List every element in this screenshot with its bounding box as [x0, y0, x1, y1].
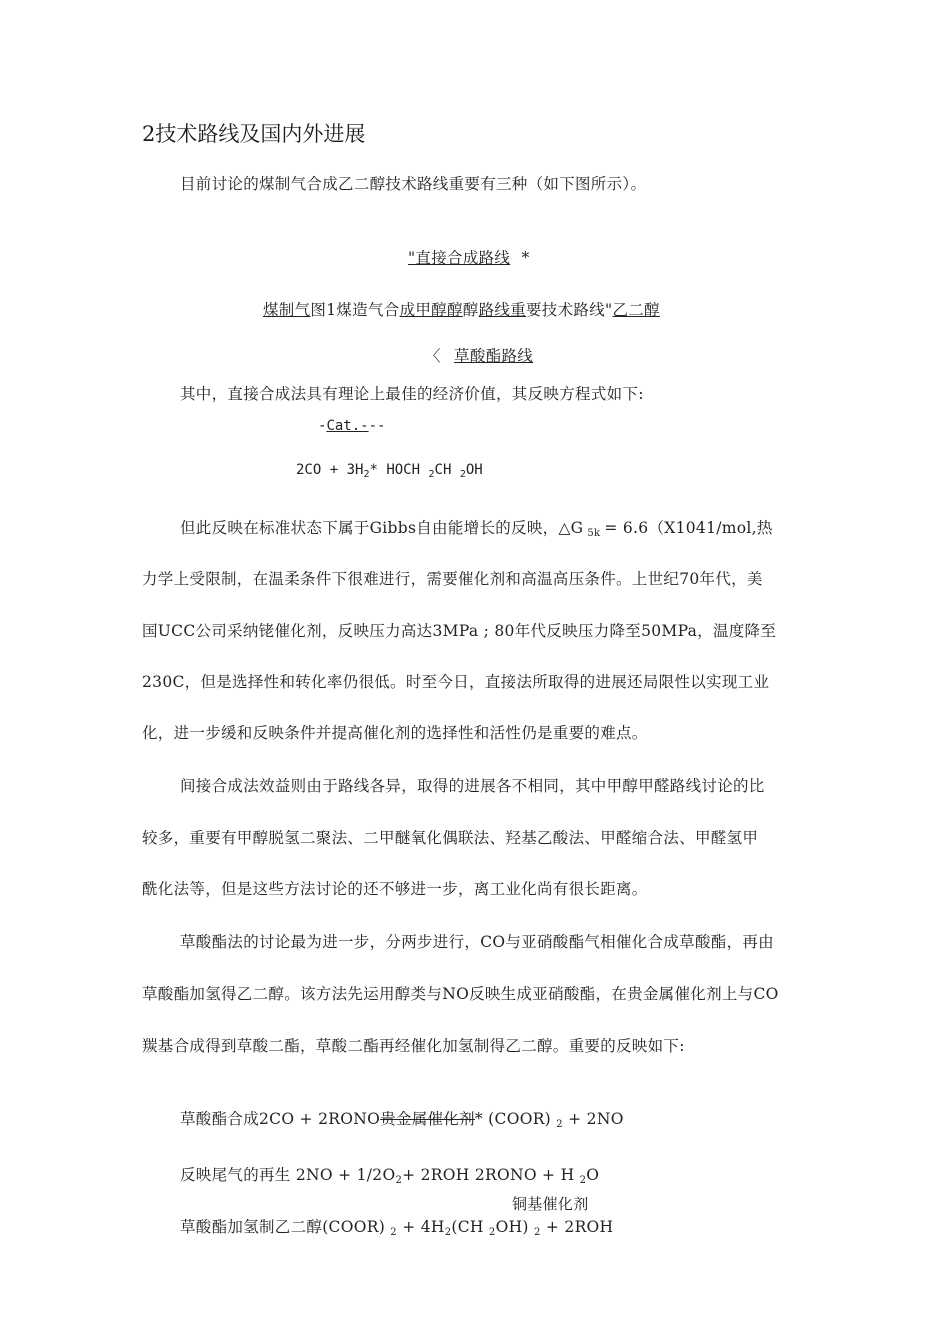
caption-alcohol: 醇 [462, 301, 479, 319]
r2-sub2: 2 [579, 1175, 587, 1186]
caption-ethylene-glycol: 乙二醇 [612, 301, 660, 319]
eq1-cat-suffix: -- [368, 418, 386, 434]
r3-e: + 2ROH [545, 1218, 614, 1236]
r3-a: 草酸酯加氢制乙二醇(COOR) [180, 1218, 386, 1236]
p1-l1-subscript: 5k [587, 528, 601, 539]
eq1-cat-prefix: - [318, 418, 327, 434]
eq1-left: 2CO + 3H [296, 462, 364, 478]
r1-sub: 2 [556, 1119, 563, 1130]
r3-b: + 4H [402, 1218, 445, 1236]
intro-paragraph: 目前讨论的煤制气合成乙二醇技术路线重要有三种（如下图所示）。 [180, 175, 647, 193]
p3-line1: 草酸酯法的讨论最为进一步，分两步进行，CO与亚硝酸酯气相催化合成草酸酯，再由 [180, 933, 774, 951]
eq1-sub3: 2 [459, 469, 466, 480]
caption-tech-route: 要技术路线" [526, 301, 613, 319]
eq1-mid: * HOCH [369, 462, 421, 478]
p1-line2: 力学上受限制，在温柔条件下很难进行，需要催化剂和高温高压条件。上世纪70年代，美 [142, 570, 763, 588]
caption-fig-label: 图1煤造气合 [310, 301, 400, 319]
figure-route-oxalate [425, 344, 547, 366]
eq1-cat-label: Cat.- [326, 418, 369, 434]
p1-l1c: 41/mol,热 [695, 519, 773, 537]
reaction-hydrogenation [180, 1215, 613, 1238]
route-oxalate-bracket: 〈 [425, 347, 441, 365]
caption-route: 路线重 [478, 301, 526, 319]
p1-l1a: 但此反映在标准状态下属于Gibbs自由能增长的反映，△G [180, 519, 584, 537]
direct-synthesis-paragraph: 其中，直接合成法具有理论上最佳的经济价值，其反映方程式如下: [180, 385, 644, 403]
eq1-mid2: CH [434, 462, 452, 478]
p3-line3: 羰基合成得到草酸二酯，草酸二酯再经催化加氢制得乙二醇。重要的反映如下: [142, 1037, 685, 1055]
r3-c: (CH [451, 1218, 484, 1236]
eq1-sub1: 2 [363, 469, 370, 480]
caption-coal-gas: 煤制气 [263, 301, 311, 319]
p2-line3: 酰化法等，但是这些方法讨论的还不够进一步，离工业化尚有很长距离。 [142, 880, 648, 898]
figure-caption [263, 298, 660, 320]
p3-line2: 草酸酯加氢得乙二醇。该方法先运用醇类与NO反映生成亚硝酸酯，在贵金属催化剂上与CO [142, 985, 779, 1003]
r3-sub2: 2 [444, 1227, 452, 1238]
r1-catalyst: 贵金属催化剂 [380, 1110, 475, 1128]
r1-b: * (COOR) [474, 1110, 552, 1128]
r3-d: OH) [495, 1218, 529, 1236]
reaction-tailgas-regeneration [180, 1163, 599, 1186]
p1-line3: 国UCC公司采纳铑催化剂，反映压力高达3MPa ; 80年代反映压力降至50MPa，温度降至 [142, 622, 777, 640]
eq1-equation [296, 462, 483, 480]
r3-sub3: 2 [488, 1227, 496, 1238]
r1-c: + 2NO [568, 1110, 624, 1128]
r1-a: 草酸酯合成2CO + 2RONO [180, 1110, 381, 1128]
r2-a: 反映尾气的再生 2NO + 1/2O [180, 1166, 396, 1184]
figure-route-direct [408, 246, 530, 268]
p2-line2: 较多，重要有甲醇脱氢二聚法、二甲醚氧化偶联法、羟基乙酸法、甲醛缩合法、甲醛氢甲 [142, 829, 759, 847]
p1-line5: 化，进一步缓和反映条件并提高催化剂的选择性和活性仍是重要的难点。 [142, 724, 648, 742]
r2-sub: 2 [395, 1175, 403, 1186]
reaction-oxalate-synthesis [180, 1107, 624, 1130]
p1-line1 [180, 516, 773, 539]
route-direct-mark: * [521, 249, 530, 267]
p2-line1: 间接合成法效益则由于路线各异，取得的进展各不相同，其中甲醇甲醛路线讨论的比 [180, 777, 765, 795]
eq1-sub2: 2 [428, 469, 435, 480]
r2-b: + 2ROH 2RONO + H [402, 1166, 575, 1184]
p1-l1b: = 6.6（X10 [604, 519, 696, 537]
section-heading: 2技术路线及国内外进展 [142, 122, 366, 146]
caption-methanol: 成甲醇醇 [399, 301, 463, 319]
eq1-catalyst [318, 418, 385, 434]
p1-line4: 230C，但是选择性和转化率仍很低。时至今日，直接法所取得的进展还局限性以实现工业 [142, 673, 770, 691]
r3-sub1: 2 [390, 1227, 397, 1238]
r3-catalyst-label: 铜基催化剂 [512, 1195, 589, 1213]
route-oxalate-label: 草酸酯路线 [454, 347, 534, 365]
route-direct-label: "直接合成路线 [408, 249, 511, 267]
r2-c: O [586, 1166, 600, 1184]
r3-sub4: 2 [534, 1227, 541, 1238]
eq1-right: OH [465, 462, 483, 478]
